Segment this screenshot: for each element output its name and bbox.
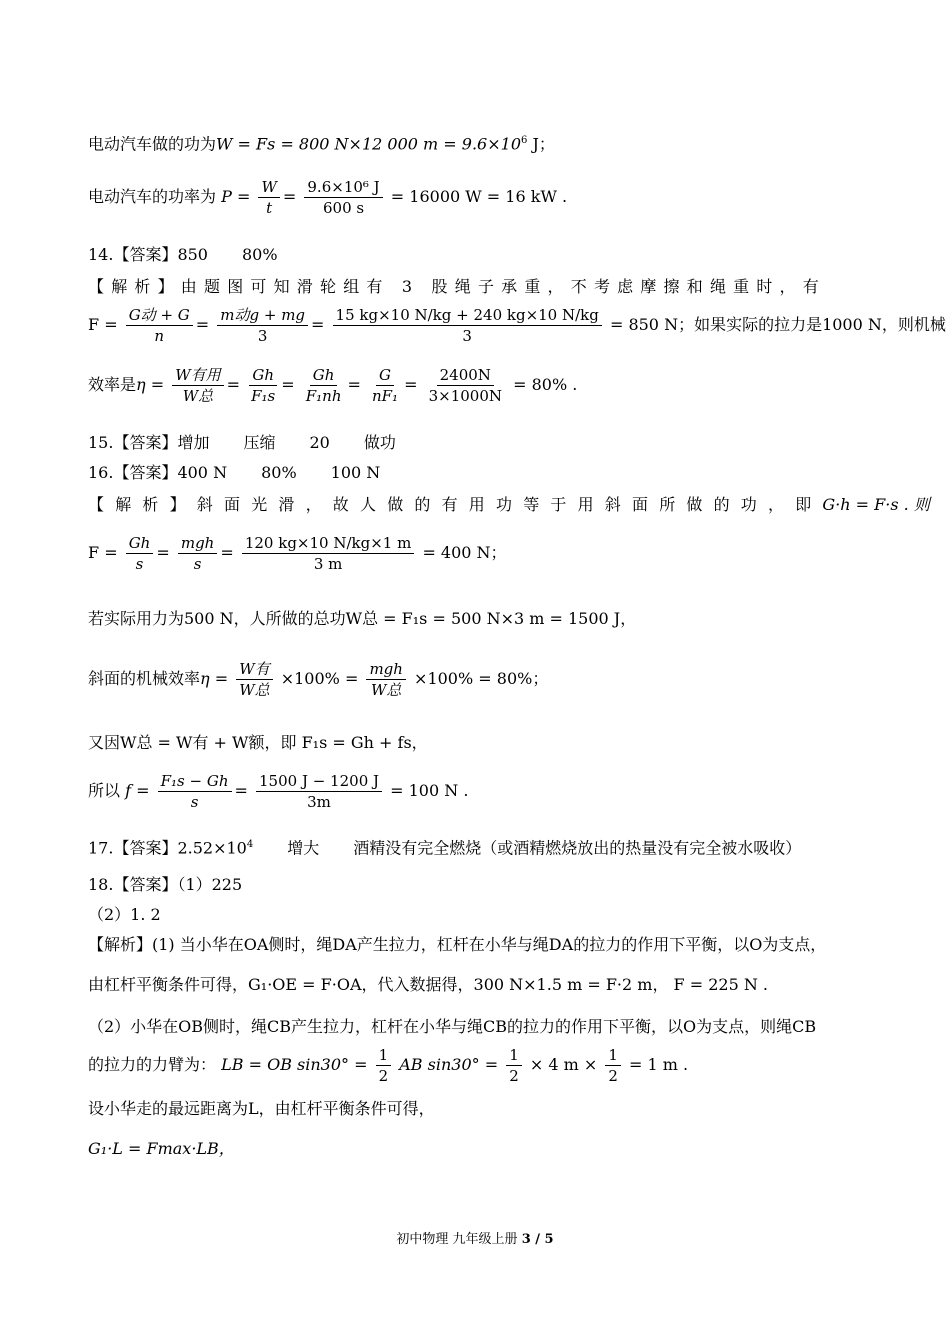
- formula: P =: [221, 187, 251, 206]
- q16-friction: 所以 f = $\frac{\text{F₁s − Gh}}{s}$ = $\frac{1500 J - 1200 J}{3m}$ = 100 N .: [88, 772, 469, 811]
- fraction: $\frac{W}{t}$: [258, 178, 279, 217]
- q14-analysis: 【解析】由题图可知滑轮组有 3 股绳子承重，不考虑摩擦和绳重时，有: [88, 277, 826, 296]
- q14-force-formula: F = $\frac{\text{G动 + G}}{n}$ = $\frac{\text{m动g + mg}}{3}$ = $\frac{15 kg\times 10 N/kg + 240 kg\times 10 N/kg}{3}$ = 850 N；如果实际的拉力是1000 N，则机械: [88, 306, 946, 345]
- exponent: 6: [521, 135, 528, 146]
- footer-subject: 初中物理 九年级上册: [396, 1232, 518, 1247]
- q17-answer: 17.【答案】$2.52\times 10^4$ 增大 酒精没有完全燃烧（或酒精燃烧放出的热量没有完全被水吸收）: [88, 838, 802, 858]
- text: = 16000 W = 16 kW .: [390, 187, 568, 206]
- q18-analysis-1: 【解析】(1) 当小华在OA侧时，绳DA产生拉力，杠杆在小华与绳DA的拉力的作用下平衡，以O为支点，: [88, 935, 827, 954]
- q18-answer: 18.【答案】（1）225: [88, 875, 243, 894]
- q16-efficiency: 斜面的机械效率η = $\frac{\text{W有}}{\text{W总}}$ ×100% = $\frac{\text{mgh}}{\text{W总}}$ ×100% = 80%；: [88, 660, 549, 699]
- q18-part2-2: 的拉力的力臂为： LB = OB sin30° = $\frac{1}{2}$ AB sin30° = $\frac{1}{2}$ × 4 m × $\frac{1}{2}$ = 1 m .: [88, 1046, 689, 1085]
- work-line: [88, 130, 890, 155]
- page-footer: [0, 1228, 950, 1247]
- q18-part2-4: G₁·L = Fmax·LB，: [88, 1139, 235, 1158]
- q18-analysis-2: 由杠杆平衡条件可得，G₁·OE = F·OA，代入数据得，300 N×1.5 m = F·2 m， F = 225 N .: [88, 975, 769, 994]
- power-line: 电动汽车的功率为 P = $\frac{W}{t}$ = $\frac{\text{9.6×10⁶ J}}{600 s}$ = 16000 W = 16 kW .: [88, 178, 568, 217]
- q15-answer: 15.【答案】增加 压缩 20 做功: [88, 433, 396, 452]
- q14-answer: 14.【答案】850 80%: [88, 245, 278, 264]
- text: 电动汽车的功率为: [88, 187, 217, 206]
- q18-part2-3: 设小华走的最远距离为L，由杠杆平衡条件可得，: [88, 1099, 435, 1118]
- q16-also: 又因W总 = W有 + W额，即 F₁s = Gh + fs，: [88, 733, 428, 752]
- q16-analysis: 【解析】斜面光滑，故人做的有用功等于用斜面所做的功，即G·h = F·s . 则: [88, 495, 930, 514]
- q18-part2-1: （2）小华在OB侧时，绳CB产生拉力，杠杆在小华与绳CB的拉力的作用下平衡，以O为支点，则绳CB: [88, 1017, 817, 1036]
- page-number: 3 / 5: [521, 1232, 554, 1247]
- q18-answer-2: （2）1. 2: [88, 905, 161, 924]
- text: J；: [527, 134, 555, 154]
- q14-efficiency: 效率是η = $\frac{\text{W有用}}{\text{W总}}$ = $\frac{Gh}{\text{F₁s}}$ = $\frac{Gh}{\text{F₁nh}}$ = $\frac{G}{\text{nF₁}}$ = $\frac{2400N}{3\times 1000N}$ = 80% .: [88, 366, 578, 405]
- text: 电动汽车做的功为: [88, 134, 217, 154]
- q16-answer: 16.【答案】400 N 80% 100 N: [88, 463, 381, 482]
- q16-total-work: 若实际用力为500 N，人所做的总功W总 = F₁s = 500 N×3 m = 1500 J，: [88, 609, 637, 628]
- fraction: $\frac{\text{9.6×10⁶ J}}{600 s}$: [304, 178, 382, 217]
- formula: W = Fs = 800 N×12 000 m = 9.6×10: [216, 134, 521, 154]
- q16-force-formula: F = $\frac{Gh}{s}$ = $\frac{\text{mgh}}{s}$ = $\frac{120 kg\times 10 N/kg\times 1 m}{3 m}$ = 400 N；: [88, 534, 507, 573]
